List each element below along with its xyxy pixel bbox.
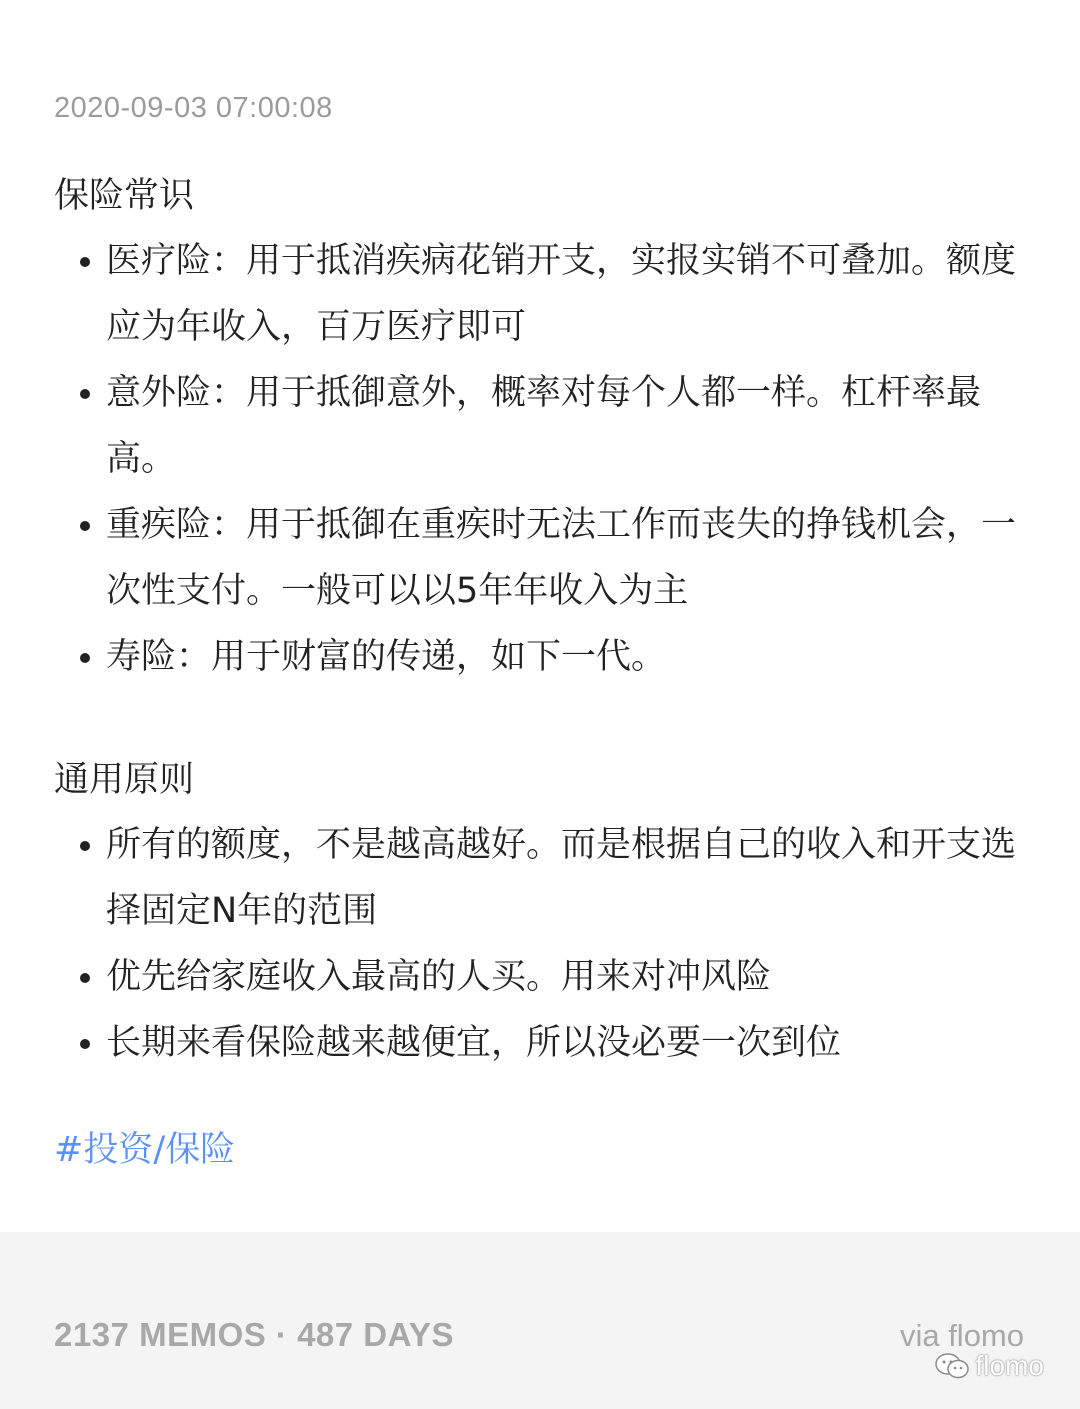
bullet-icon [80,1039,90,1049]
memo-timestamp: 2020-09-03 07:00:08 [54,92,333,124]
list-item-text: 意外险：用于抵御意外，概率对每个人都一样。杠杆率最高。 [106,373,982,479]
bullet-icon [80,973,90,983]
list-item [54,228,1026,360]
list-item [54,1010,1026,1076]
bullet-icon [80,521,90,531]
via-flomo-label: via flomo [899,1318,1024,1353]
list-item-text: 医疗险：用于抵消疾病花销开支，实报实销不可叠加。额度应为年收入，百万医疗即可 [106,241,1017,347]
insurance-basics-list [54,228,1026,690]
list-item [54,360,1026,492]
general-principles-list [54,812,1026,1076]
watermark-text: flomo [975,1350,1044,1381]
bullet-icon [80,653,90,663]
memo-stats: 2137 MEMOS · 487 DAYS [54,1316,454,1353]
section-title-insurance-basics: 保险常识 [54,176,195,216]
list-item-text: 重疾险：用于抵御在重疾时无法工作而丧失的挣钱机会，一次性支付。一般可以以5年年收入为主 [106,505,1017,611]
wechat-watermark [934,1350,1044,1382]
list-item-text: 所有的额度，不是越高越好。而是根据自己的收入和开支选择固定N年的范围 [106,825,1017,931]
section-title-general-principles: 通用原则 [54,760,195,800]
list-item [54,944,1026,1010]
list-item [54,492,1026,624]
list-item-text: 寿险：用于财富的传递，如下一代。 [106,637,667,677]
wechat-icon [934,1352,970,1380]
bullet-icon [80,389,90,399]
memo-content [54,170,1026,1076]
bullet-icon [80,841,90,851]
list-item-text: 优先给家庭收入最高的人买。用来对冲风险 [106,957,772,997]
list-item [54,624,1026,690]
memo-tag-link[interactable]: #投资/保险 [54,1130,236,1170]
footer-bar [0,1232,1080,1409]
section-spacer [54,690,1026,754]
list-item [54,812,1026,944]
bullet-icon [80,257,90,267]
list-item-text: 长期来看保险越来越便宜，所以没必要一次到位 [106,1023,842,1063]
